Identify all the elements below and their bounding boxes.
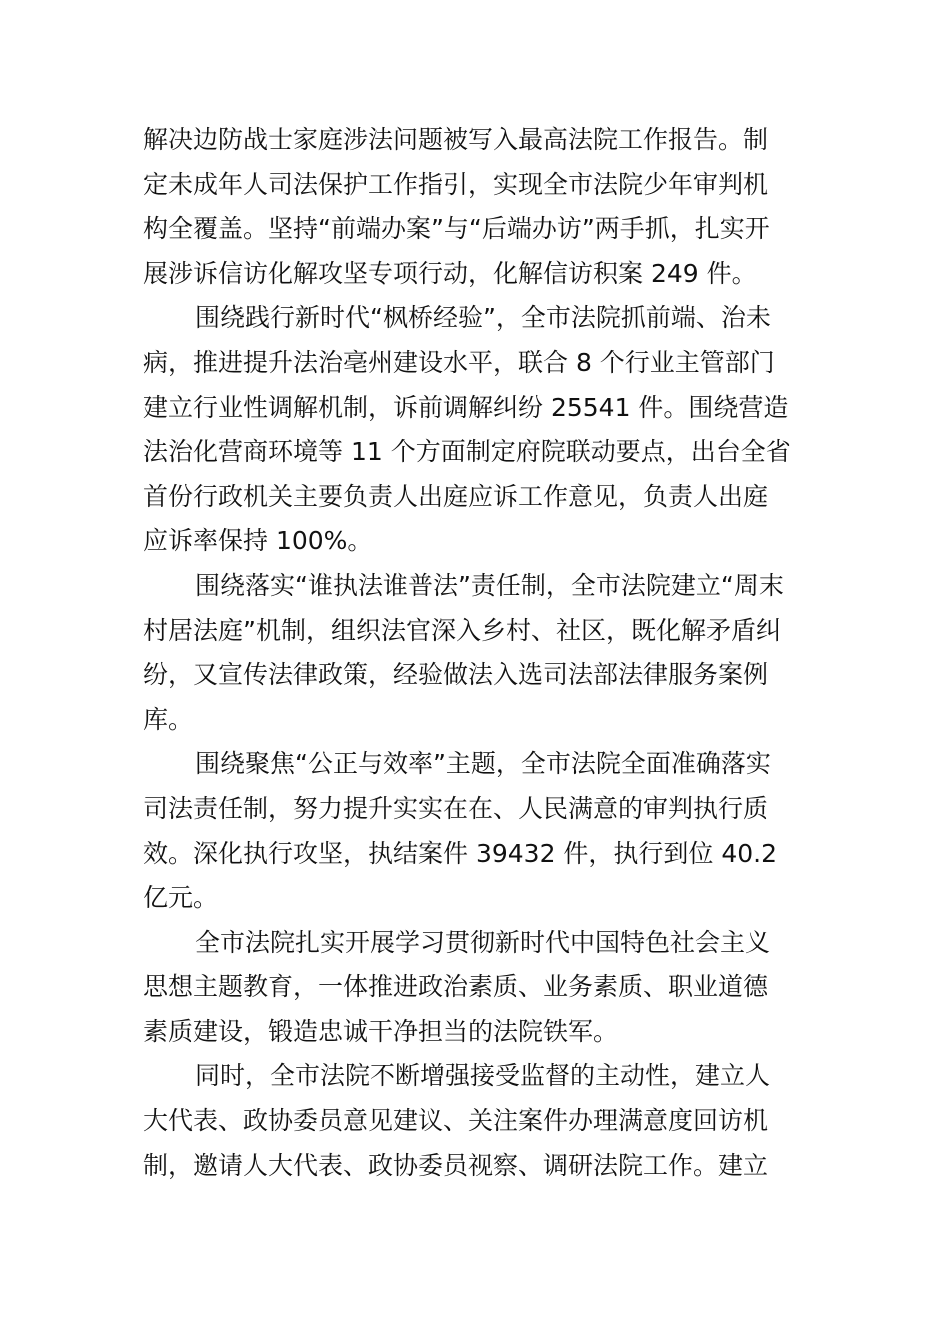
text-line: 首份行政机关主要负责人出庭应诉工作意见，负责人出庭 [143,481,769,511]
text-line: 定未成年人司法保护工作指引，实现全市法院少年审判机 [143,169,769,199]
text-line: 展涉诉信访化解攻坚专项行动，化解信访积案 249 件。 [143,258,757,288]
text-line: 村居法庭”机制，组织法官深入乡村、社区，既化解矛盾纠 [143,615,781,645]
paragraph-4 [143,742,808,920]
paragraph-3 [143,564,808,742]
text-line: 库。 [143,704,194,734]
text-line: 效。深化执行攻坚，执结案件 39432 件，执行到位 40.2 [143,838,778,868]
paragraph-6 [143,1054,808,1188]
text-line: 思想主题教育，一体推进政治素质、业务素质、职业道德 [143,972,769,1002]
text-line: 亿元。 [143,883,219,913]
text-line: 围绕聚焦“公正与效率”主题，全市法院全面准确落实 [195,749,771,779]
text-line: 构全覆盖。坚持“前端办案”与“后端办访”两手抓，扎实开 [143,214,770,244]
document-body [143,118,808,1188]
text-line: 病，推进提升法治亳州建设水平，联合 8 个行业主管部门 [143,347,775,377]
text-line: 解决边防战士家庭涉法问题被写入最高法院工作报告。制 [143,125,769,154]
text-line: 素质建设，锻造忠诚干净担当的法院铁军。 [143,1016,619,1046]
text-line: 司法责任制，努力提升实实在在、人民满意的审判执行质 [143,793,769,823]
text-line: 围绕落实“谁执法谁普法”责任制，全市法院建立“周末 [195,570,784,600]
paragraph-2 [143,296,808,564]
text-line: 同时，全市法院不断增强接受监督的主动性，建立人 [195,1061,771,1091]
text-line: 法治化营商环境等 11 个方面制定府院联动要点，出台全省 [143,437,791,467]
text-line: 应诉率保持 100%。 [143,526,373,556]
text-line: 围绕践行新时代“枫桥经验”，全市法院抓前端、治未 [195,303,771,333]
paragraph-1 [143,118,808,296]
text-line: 制，邀请人大代表、政协委员视察、调研法院工作。建立 [143,1150,769,1180]
text-line: 全市法院扎实开展学习贯彻新时代中国特色社会主义 [195,927,771,957]
text-line: 纷，又宣传法律政策，经验做法入选司法部法律服务案例 [143,660,769,690]
text-line: 大代表、政协委员意见建议、关注案件办理满意度回访机 [143,1106,769,1136]
paragraph-5 [143,921,808,1055]
text-line: 建立行业性调解机制，诉前调解纠纷 25541 件。围绕营造 [143,392,789,422]
